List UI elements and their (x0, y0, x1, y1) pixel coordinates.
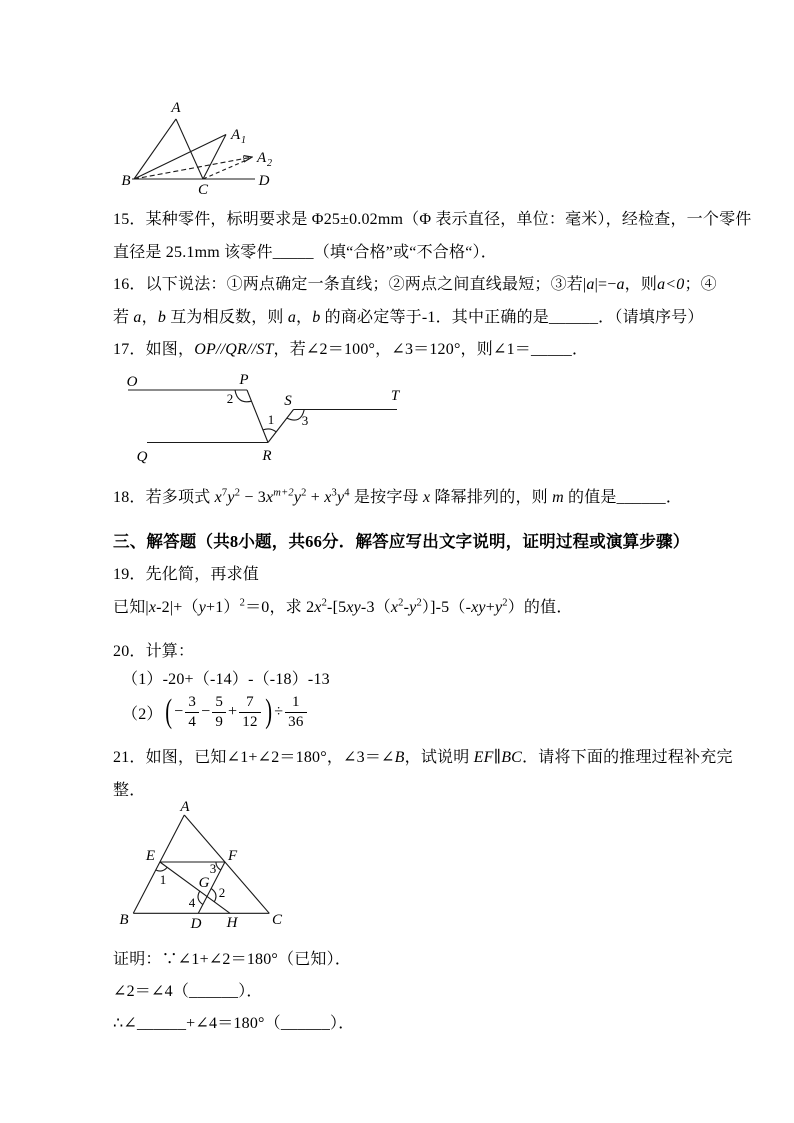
fig1-label-b: B (121, 173, 131, 189)
question-21-line-1: 21．如图，已知∠1+∠2＝180°，∠3＝∠B，试说明 EF∥BC．请将下面的推理过程补充完 (113, 749, 733, 766)
proof-line-3: ∴∠______+∠4＝180°（______）． (113, 1015, 355, 1032)
fig3-angle3-arc (216, 862, 221, 870)
question-18-line: 18．若多项式 $x^7y^2 - 3x^{m+2}y^2 + x^3y^4$ 是按字母 x 降幂排列的，则 m 的值是______． (113, 487, 683, 506)
fig2-line-pr (247, 390, 268, 443)
fig1-label-d: D (258, 173, 270, 189)
fig1-side-ba (134, 119, 176, 179)
fig1-label-a1-sub: 1 (241, 135, 246, 146)
question-17-line: 17．如图，OP//QR//ST，若∠2＝100°，∠3＝120°，则∠1＝_____． (113, 341, 589, 358)
question-20-title: 20．计算： (113, 643, 195, 660)
fig3-angle4-label: 4 (188, 895, 196, 910)
question-16-line-1: 16．以下说法：①两点确定一条直线；②两点之间直线最短；③若|a|=−a，则a<0；④ (113, 276, 717, 293)
fig1-label-a: A (171, 100, 181, 116)
fig2-angle1-arc (263, 429, 276, 432)
fig1-dashed-b-a2 (134, 157, 251, 179)
fig3-side-ba (133, 815, 184, 913)
fig3-label-a: A (180, 800, 190, 815)
fig1-dashed-c-a2 (203, 159, 249, 179)
fig1-label-a2: A (257, 150, 267, 166)
section-3-header: 三、解答题（共8小题，共66分．解答应写出文字说明，证明过程或演算步骤） (113, 532, 690, 551)
fig1-label-a1: A (231, 127, 241, 143)
question-15-line-1: 15．某种零件，标明要求是 Φ25±0.02mm（Φ 表示直径，单位：毫米），经检查，一个零件 (113, 211, 752, 228)
fig2-angle1-label: 1 (267, 412, 275, 427)
figure-triangle-a-a1-a2 (118, 98, 283, 198)
fig2-angle3-label: 3 (301, 413, 309, 428)
question-15-line-2: 直径是 25.1mm 该零件_____（填“合格”或“不合格“）． (113, 244, 497, 261)
proof-line-2: ∠2＝∠4（______）． (113, 983, 263, 1000)
fig3-label-b: B (119, 912, 129, 928)
figure-parallel-lines-opqrst (120, 372, 410, 467)
fig2-label-q: Q (136, 449, 148, 465)
fig1-label-a2-sub: 2 (267, 158, 272, 169)
fig2-label-p: P (239, 372, 249, 388)
fig1-label-c: C (197, 182, 209, 198)
fig2-label-r: R (262, 448, 272, 464)
fig3-side-ac (184, 815, 269, 913)
question-20-part-1: （1）-20+（-14）-（-18）-13 (122, 671, 330, 688)
fig3-label-c: C (271, 912, 283, 928)
question-20-part-2: （2） ( − $\frac{3}{4}$ − $\frac{5}{9}$ + $\frac{7}{12}$ ) ÷ $\frac{1}{36}$ (122, 694, 309, 730)
question-19-line-1: 19．先化简，再求值 (113, 566, 260, 583)
fig1-line-b-a1 (134, 135, 226, 180)
question-16-line-2: 若 a，b 互为相反数，则 a，b 的商必定等于-1．其中正确的是______．（请填序号） (113, 309, 704, 326)
fig3-label-h: H (226, 915, 238, 931)
fig1-line-c-a1 (203, 135, 226, 180)
fig2-label-s: S (284, 393, 292, 409)
question-19-line-2: 已知$|x-2|+(y+1)^2=0$，求 $2x^2-[5xy-3(x^2-y^2)]-5(-xy+y^2)$的值． (113, 597, 573, 616)
fig2-angle2-label: 2 (226, 391, 234, 406)
fig3-label-d: D (190, 916, 202, 932)
proof-line-1: 证明：∵∠1+∠2＝180°（已知）． (113, 951, 352, 968)
fig3-label-f: F (228, 848, 238, 864)
fig3-angle2-label: 2 (218, 885, 226, 900)
fig3-label-e: E (145, 848, 155, 864)
figure-triangle-abc-efgh (118, 800, 293, 932)
fig3-angle1-arc (156, 867, 167, 871)
fig2-label-o: O (126, 374, 138, 390)
fig1-side-ac (176, 119, 203, 179)
fig3-angle1-label: 1 (159, 872, 167, 887)
fig3-label-g: G (198, 875, 210, 891)
question-21-line-2: 整． (113, 782, 146, 799)
fig3-angle3-label: 3 (209, 861, 217, 876)
fig2-label-t: T (390, 388, 400, 404)
